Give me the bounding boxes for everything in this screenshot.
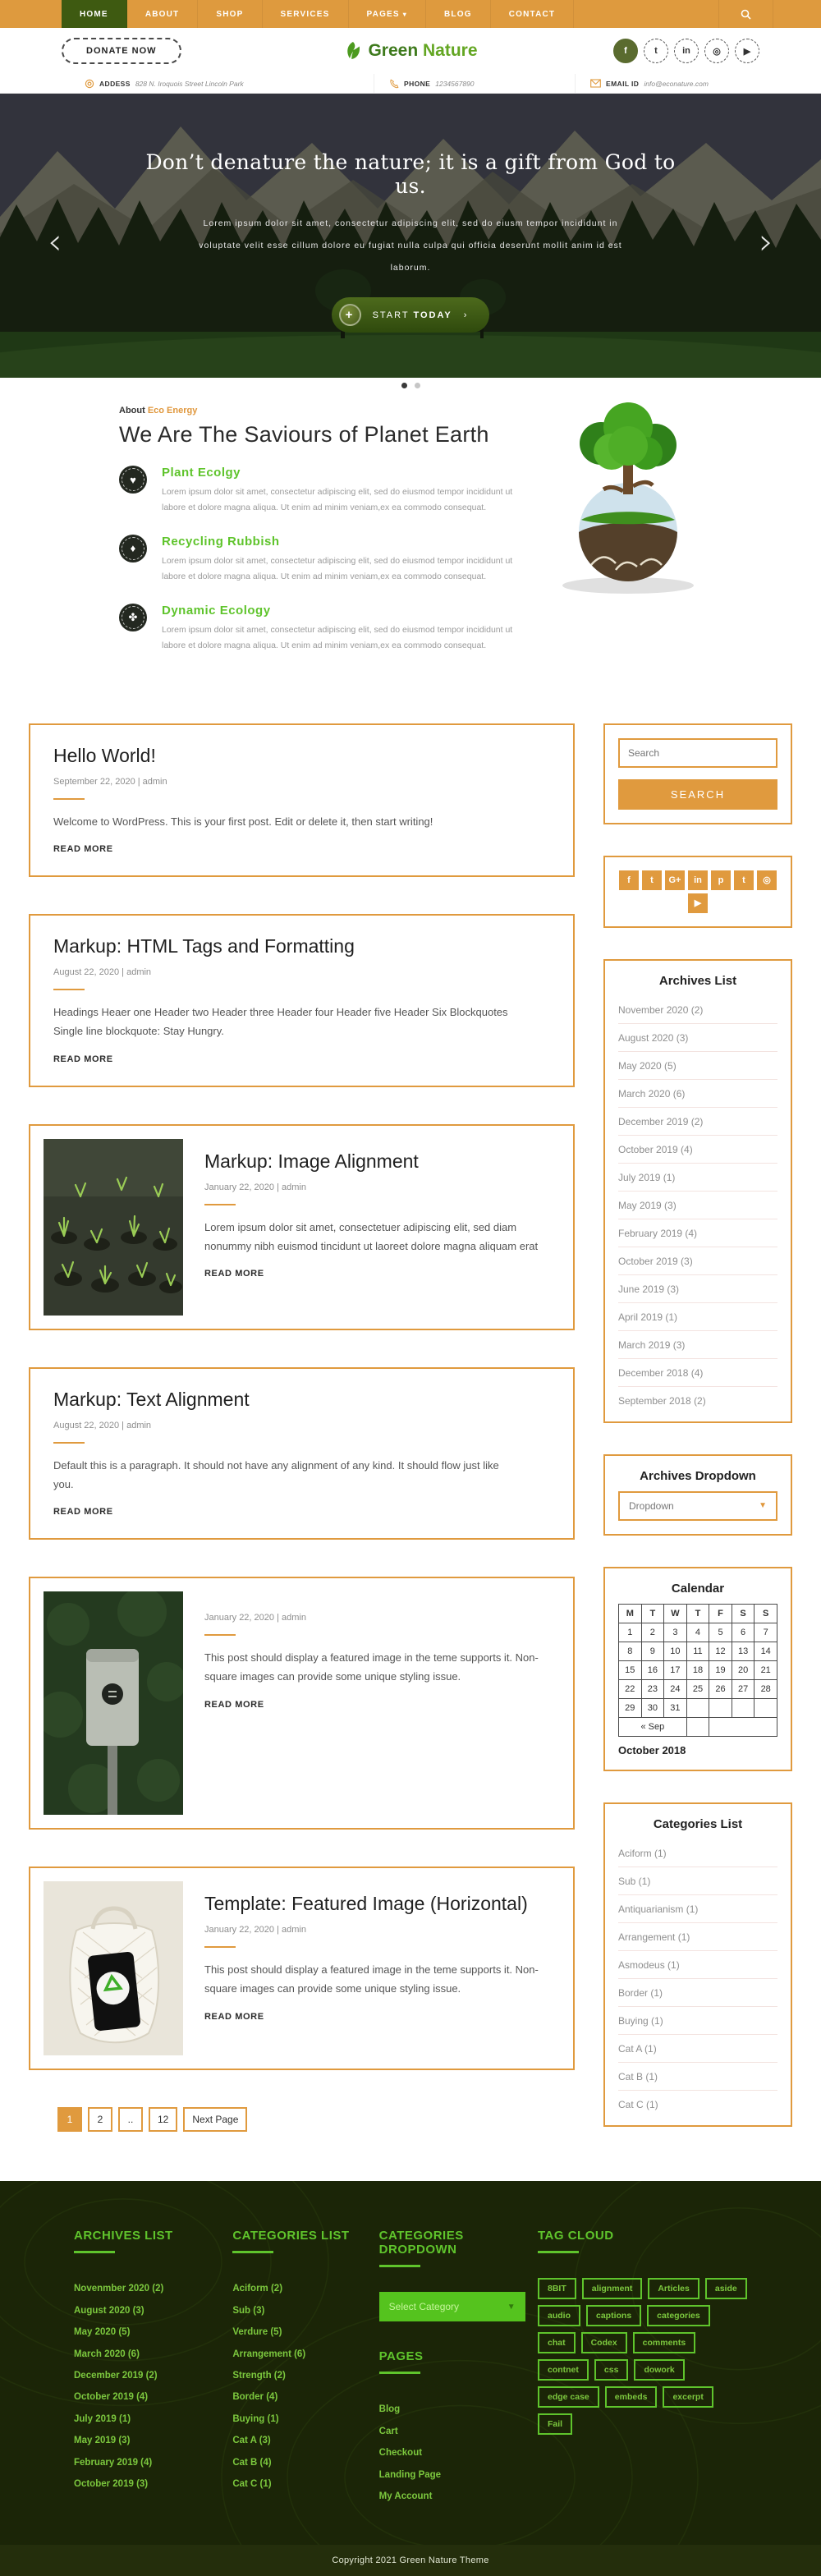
- post-excerpt: This post should display a featured image in the teme supports it. Non-square images can provide some unique styling issue.: [204, 1651, 539, 1683]
- calendar-day: 28: [754, 1679, 777, 1698]
- widget-title: Archives Dropdown: [640, 1468, 756, 1483]
- post-meta: September 22, 2020 | admin: [53, 776, 167, 787]
- about-kicker: About Eco Energy: [119, 406, 198, 416]
- footer-category-link[interactable]: Buying (1): [232, 2413, 279, 2424]
- page-button[interactable]: 2: [88, 2107, 112, 2132]
- plus-icon: +: [339, 304, 361, 326]
- archive-link[interactable]: March 2020 (6): [618, 1080, 777, 1108]
- category-link[interactable]: Asmodeus (1): [618, 1951, 777, 1979]
- tag-link[interactable]: categories: [647, 2305, 710, 2326]
- instagram-icon[interactable]: ◎: [757, 870, 777, 890]
- post-title[interactable]: Hello World!: [53, 744, 156, 766]
- email-info: EMAIL ID info@econature.com: [575, 74, 805, 93]
- blog-post-list: [29, 723, 575, 2175]
- calendar-weekday: M: [619, 1604, 642, 1623]
- about-section: [0, 393, 821, 676]
- footer-category-link[interactable]: Cat B (4): [232, 2457, 272, 2468]
- feature-plant-ecology: [119, 466, 530, 517]
- pagination: [29, 2107, 575, 2132]
- widget-title: Archives List: [658, 973, 737, 988]
- nav-shop[interactable]: SHOP: [198, 0, 262, 28]
- title-underline: [538, 2251, 579, 2253]
- site-footer: [0, 2181, 821, 2576]
- page-button[interactable]: 12: [149, 2107, 177, 2132]
- tag-link[interactable]: Articles: [648, 2278, 699, 2299]
- hero-heading: Don’t denature the nature; it is a gift from God to us.: [145, 149, 676, 198]
- calendar-weekday: F: [709, 1604, 732, 1623]
- post-card-html-tags: [29, 914, 575, 1087]
- archive-link[interactable]: October 2019 (4): [618, 1136, 777, 1164]
- tag-link[interactable]: excerpt: [663, 2386, 713, 2408]
- footer-category-link[interactable]: Cat C (1): [232, 2479, 272, 2490]
- read-more-link[interactable]: READ MORE: [53, 844, 113, 855]
- calendar-caption: October 2018: [618, 1743, 686, 1756]
- header-social-links: [478, 39, 759, 63]
- footer-column-title: CATEGORIES DROPDOWN: [378, 2229, 464, 2257]
- calendar-week-row: [619, 1698, 777, 1717]
- footer-archive-link[interactable]: March 2020 (6): [74, 2349, 140, 2359]
- archive-link[interactable]: July 2019 (1): [618, 1164, 777, 1192]
- facebook-icon[interactable]: f: [619, 870, 639, 890]
- social-widget: [603, 856, 792, 928]
- footer-tag-cloud-column: [538, 2229, 747, 2507]
- archive-link[interactable]: October 2019 (3): [618, 1247, 777, 1275]
- tag-link[interactable]: audio: [538, 2305, 580, 2326]
- mesh-bag-photo[interactable]: [44, 1881, 183, 2055]
- post-meta: January 22, 2020 | admin: [204, 1925, 306, 1935]
- leaf-icon: ✤: [119, 604, 147, 631]
- title-underline: [379, 2265, 420, 2267]
- tag-link[interactable]: Codex: [581, 2332, 627, 2353]
- select-category-dropdown[interactable]: Select Category ▼: [379, 2292, 525, 2321]
- calendar-day: 9: [641, 1642, 664, 1660]
- post-title[interactable]: Markup: HTML Tags and Formatting: [53, 935, 355, 957]
- calendar-day: 27: [732, 1679, 754, 1698]
- tag-link[interactable]: comments: [633, 2332, 696, 2353]
- post-title[interactable]: Markup: Text Alignment: [53, 1388, 250, 1410]
- calendar-day: 29: [619, 1698, 642, 1717]
- nav-home[interactable]: HOME: [62, 0, 127, 28]
- chevron-down-icon: ▾: [402, 10, 408, 18]
- chevron-down-icon: ▼: [759, 1501, 767, 1511]
- footer-archive-link[interactable]: Novenmber 2020 (2): [74, 2284, 164, 2294]
- footer-archive-link[interactable]: October 2019 (3): [74, 2479, 149, 2490]
- linkedin-icon[interactable]: in: [674, 39, 699, 63]
- calendar-table: [618, 1604, 777, 1737]
- nav-pages[interactable]: PAGES ▾: [349, 0, 427, 28]
- calendar-empty-cell: [709, 1717, 777, 1736]
- feature-text: Lorem ipsum dolor sit amet, consectetur adipiscing elit, sed do eiusmod tempor incididunt ut labore et dolore magna aliqua. Ut enim ad minim veniam,ex ea commodo consequat.: [162, 555, 513, 582]
- calendar-week-row: [619, 1623, 777, 1642]
- calendar-prev-month-link[interactable]: « Sep: [619, 1717, 687, 1736]
- read-more-link[interactable]: READ MORE: [53, 1054, 113, 1064]
- calendar-weekday: T: [641, 1604, 664, 1623]
- calendar-week-row: [619, 1642, 777, 1660]
- widget-title: Categories List: [653, 1816, 743, 1831]
- slider-dot[interactable]: [415, 383, 420, 388]
- footer-archive-link[interactable]: July 2019 (1): [74, 2413, 131, 2424]
- tag-link[interactable]: chat: [538, 2332, 576, 2353]
- footer-column-title: TAG CLOUD: [537, 2229, 614, 2243]
- calendar-day: 23: [641, 1679, 664, 1698]
- footer-archives-column: [74, 2229, 226, 2507]
- nav-blog[interactable]: BLOG: [426, 0, 491, 28]
- calendar-weekday: S: [732, 1604, 754, 1623]
- read-more-link[interactable]: READ MORE: [53, 1507, 113, 1518]
- post-excerpt: Welcome to WordPress. This is your first post. Edit or delete it, then start writing!: [53, 815, 433, 828]
- tag-link[interactable]: aside: [705, 2278, 747, 2299]
- tag-link[interactable]: 8BIT: [538, 2278, 576, 2299]
- footer-page-link[interactable]: Landing Page: [378, 2469, 442, 2480]
- arrow-right-icon: ›: [463, 310, 469, 320]
- nav-services[interactable]: SERVICES: [263, 0, 349, 28]
- read-more-link[interactable]: READ MORE: [204, 2011, 264, 2022]
- calendar-day: 30: [641, 1698, 664, 1717]
- feature-title: Recycling Rubbish: [162, 534, 280, 549]
- search-button[interactable]: SEARCH: [618, 779, 777, 810]
- calendar-weekday: W: [664, 1604, 687, 1623]
- contact-info-bar: [0, 74, 821, 94]
- location-pin-icon: [85, 79, 94, 89]
- feature-title: Dynamic Ecology: [162, 603, 271, 618]
- footer-category-link[interactable]: Border (4): [232, 2392, 278, 2403]
- calendar-day: 6: [732, 1623, 754, 1642]
- site-header: [0, 28, 821, 74]
- post-meta: August 22, 2020 | admin: [53, 1420, 152, 1430]
- footer-archive-link[interactable]: May 2019 (3): [74, 2436, 131, 2446]
- category-link[interactable]: Buying (1): [618, 2007, 777, 2035]
- donate-now-button[interactable]: DONATE NOW: [62, 38, 181, 64]
- nav-search-button[interactable]: [718, 0, 773, 28]
- youtube-icon[interactable]: ▶: [688, 893, 708, 913]
- leaf-logo-icon: [343, 41, 363, 61]
- calendar-day: [754, 1698, 777, 1717]
- category-link[interactable]: Aciform (1): [618, 1839, 777, 1867]
- calendar-day: 17: [664, 1660, 687, 1679]
- footer-page-link[interactable]: My Account: [378, 2491, 433, 2502]
- footer-archive-link[interactable]: October 2019 (4): [74, 2392, 149, 2403]
- page-button[interactable]: 1: [57, 2107, 82, 2132]
- calendar-widget: [603, 1567, 792, 1771]
- calendar-day: 8: [619, 1642, 642, 1660]
- post-meta: August 22, 2020 | admin: [53, 967, 152, 978]
- page-button[interactable]: Next Page: [183, 2107, 247, 2132]
- pinterest-icon[interactable]: p: [711, 870, 731, 890]
- post-card-image-alignment: [29, 1124, 575, 1330]
- calendar-day: 14: [754, 1642, 777, 1660]
- footer-page-link[interactable]: Checkout: [378, 2448, 423, 2459]
- title-underline: [379, 2372, 420, 2374]
- copyright-bar: Copyright 2021 Green Nature Theme: [0, 2545, 821, 2576]
- calendar-day: 18: [686, 1660, 709, 1679]
- calendar-day: 1: [619, 1623, 642, 1642]
- archives-list-widget: [603, 959, 792, 1423]
- calendar-day: 13: [732, 1642, 754, 1660]
- footer-categories-column: [232, 2229, 372, 2507]
- footer-dropdown-pages-column: [379, 2229, 531, 2507]
- calendar-week-row: [619, 1679, 777, 1698]
- footer-category-link[interactable]: Arrangement (6): [232, 2349, 306, 2359]
- archive-link[interactable]: March 2019 (3): [618, 1331, 777, 1359]
- page-button[interactable]: ..: [118, 2107, 143, 2132]
- calendar-weekday: S: [754, 1604, 777, 1623]
- google-plus-icon[interactable]: G+: [665, 870, 685, 890]
- search-icon: [741, 9, 751, 20]
- feature-text: Lorem ipsum dolor sit amet, consectetur adipiscing elit, sed do eiusmod tempor incididunt ut labore et dolore magna aliqua. Ut enim ad minim veniam,ex ea commodo consequat.: [162, 624, 513, 651]
- phone-info: PHONE 1234567890: [374, 74, 575, 93]
- accent-divider: [204, 1634, 236, 1636]
- accent-divider: [53, 798, 85, 800]
- tag-link[interactable]: captions: [586, 2305, 641, 2326]
- calendar-day: 5: [709, 1623, 732, 1642]
- tag-link[interactable]: dowork: [634, 2359, 684, 2381]
- footer-category-link[interactable]: Verdure (5): [232, 2327, 282, 2338]
- calendar-day: 16: [641, 1660, 664, 1679]
- tree-globe-image: [525, 401, 731, 598]
- calendar-day: 15: [619, 1660, 642, 1679]
- chevron-down-icon: ▼: [507, 2302, 516, 2312]
- read-more-link[interactable]: READ MORE: [204, 1699, 264, 1710]
- post-excerpt: Headings Heaer one Header two Header three Header four Header five Header Six Blockquotes Single line blockquote: Stay Hungry.: [53, 1006, 508, 1038]
- category-link[interactable]: Cat B (1): [618, 2063, 777, 2091]
- post-excerpt: Lorem ipsum dolor sit amet, consectetuer adipiscing elit, sed diam nonummy nibh euismod tincidunt ut laoreet dolore magna aliquam erat: [204, 1220, 539, 1252]
- hero-subtext: Lorem ipsum dolor sit amet, consectetur adipiscing elit, sed do eiusm tempor incididunt in voluptate velit esse cillum dolore eu fugiat nulla culpa qui officia deserunt mollit anim id est laborum.: [199, 218, 622, 273]
- calendar-day: 10: [664, 1642, 687, 1660]
- category-link[interactable]: Sub (1): [618, 1867, 777, 1895]
- envelope-icon: [590, 79, 601, 88]
- tag-link[interactable]: contnet: [538, 2359, 589, 2381]
- widget-title: Calendar: [671, 1581, 725, 1596]
- accent-divider: [204, 1204, 236, 1205]
- post-card-featured-vertical: [29, 1577, 575, 1830]
- calendar-weekday: T: [686, 1604, 709, 1623]
- post-card-text-alignment: [29, 1367, 575, 1541]
- post-meta: January 22, 2020 | admin: [204, 1182, 306, 1192]
- tumblr-icon[interactable]: t: [734, 870, 754, 890]
- facebook-icon[interactable]: f: [613, 39, 638, 63]
- sidebar: [603, 723, 792, 2158]
- archives-dropdown-select[interactable]: Dropdown ▼: [618, 1491, 777, 1521]
- archive-link[interactable]: August 2020 (3): [618, 1024, 777, 1052]
- calendar-day: 20: [732, 1660, 754, 1679]
- footer-category-link[interactable]: Aciform (2): [232, 2284, 283, 2294]
- calendar-day: 4: [686, 1623, 709, 1642]
- read-more-link[interactable]: READ MORE: [204, 1269, 264, 1279]
- trash-bin-photo[interactable]: [44, 1591, 183, 1815]
- feature-text: Lorem ipsum dolor sit amet, consectetur adipiscing elit, sed do eiusmod tempor incididunt ut labore et dolore magna aliqua. Ut enim ad minim veniam,ex ea commodo consequat.: [162, 487, 513, 513]
- feature-recycling-rubbish: [119, 535, 530, 585]
- calendar-day: [686, 1698, 709, 1717]
- calendar-day: 25: [686, 1679, 709, 1698]
- hero-slider: [0, 94, 821, 378]
- calendar-day: 3: [664, 1623, 687, 1642]
- linkedin-icon[interactable]: in: [688, 870, 708, 890]
- search-input[interactable]: [618, 738, 777, 768]
- accent-divider: [53, 989, 85, 990]
- calendar-day: 7: [754, 1623, 777, 1642]
- footer-category-link[interactable]: Sub (3): [232, 2305, 265, 2316]
- post-excerpt: This post should display a featured image in the teme supports it. Non-square images can provide some unique styling issue.: [204, 1963, 539, 1995]
- nav-about[interactable]: ABOUT: [127, 0, 199, 28]
- calendar-day: [732, 1698, 754, 1717]
- footer-column-title: CATEGORIES LIST: [232, 2229, 350, 2243]
- title-underline: [232, 2251, 273, 2253]
- archive-link[interactable]: February 2019 (4): [618, 1219, 777, 1247]
- heart-icon: ♥: [119, 466, 147, 494]
- archive-link[interactable]: December 2019 (2): [618, 1108, 777, 1136]
- category-link[interactable]: Cat C (1): [618, 2098, 658, 2110]
- logo-text-nature: Nature: [423, 41, 478, 60]
- main-nav: [62, 0, 574, 28]
- category-link[interactable]: Cat A (1): [618, 2035, 777, 2063]
- diamond-icon: ♦: [119, 535, 147, 562]
- category-link[interactable]: Border (1): [618, 1979, 777, 2007]
- slider-dot-active[interactable]: [401, 383, 407, 388]
- tag-link[interactable]: css: [594, 2359, 629, 2381]
- footer-archive-link[interactable]: February 2019 (4): [74, 2457, 153, 2468]
- start-today-button[interactable]: + START TODAY ›: [332, 297, 490, 333]
- tag-link[interactable]: embeds: [605, 2386, 658, 2408]
- calendar-day: 26: [709, 1679, 732, 1698]
- twitter-icon[interactable]: t: [644, 39, 668, 63]
- slider-prev-arrow[interactable]: ‹: [48, 221, 62, 264]
- footer-column-title: PAGES: [378, 2349, 424, 2364]
- instagram-icon[interactable]: ◎: [704, 39, 729, 63]
- calendar-day: 2: [641, 1623, 664, 1642]
- footer-category-link[interactable]: Cat A (3): [232, 2436, 271, 2446]
- footer-archive-link[interactable]: May 2020 (5): [74, 2327, 131, 2338]
- accent-divider: [204, 1946, 236, 1948]
- tag-link[interactable]: alignment: [582, 2278, 643, 2299]
- slider-dots: [0, 378, 821, 393]
- feature-title: Plant Ecolgy: [162, 466, 241, 480]
- calendar-empty-cell: [686, 1717, 709, 1736]
- post-card-hello-world: [29, 723, 575, 878]
- calendar-day: [709, 1698, 732, 1717]
- archives-dropdown-widget: [603, 1454, 792, 1536]
- post-title[interactable]: Markup: Image Alignment: [204, 1150, 419, 1172]
- archive-link[interactable]: November 2020 (2): [618, 996, 777, 1024]
- archive-link[interactable]: September 2018 (2): [618, 1394, 706, 1407]
- post-card-featured-horizontal: [29, 1867, 575, 2070]
- slider-next-arrow[interactable]: ›: [759, 221, 773, 264]
- calendar-day: 21: [754, 1660, 777, 1679]
- footer-archive-link[interactable]: August 2020 (3): [74, 2305, 144, 2316]
- footer-page-link[interactable]: Blog: [378, 2404, 401, 2415]
- footer-category-link[interactable]: Strength (2): [232, 2371, 286, 2381]
- footer-column-title: ARCHIVES LIST: [74, 2229, 173, 2243]
- categories-list-widget: [603, 1802, 792, 2127]
- accent-divider: [53, 1442, 85, 1444]
- logo-text-green: Green: [368, 41, 419, 60]
- footer-archive-link[interactable]: December 2019 (2): [74, 2371, 158, 2381]
- top-navbar: [0, 0, 821, 28]
- calendar-day: 12: [709, 1642, 732, 1660]
- post-excerpt: Default this is a paragraph. It should not have any alignment of any kind. It should flow just like you.: [53, 1458, 499, 1490]
- calendar-day: 19: [709, 1660, 732, 1679]
- feature-dynamic-ecology: [119, 604, 530, 654]
- title-underline: [74, 2251, 115, 2253]
- archive-link[interactable]: May 2019 (3): [618, 1192, 777, 1219]
- post-meta: January 22, 2020 | admin: [204, 1613, 306, 1623]
- footer-page-link[interactable]: Cart: [378, 2426, 398, 2436]
- calendar-day: 11: [686, 1642, 709, 1660]
- calendar-day: 22: [619, 1679, 642, 1698]
- seedlings-photo[interactable]: [44, 1139, 183, 1316]
- category-link[interactable]: Antiquarianism (1): [618, 1895, 777, 1923]
- twitter-icon[interactable]: t: [642, 870, 662, 890]
- calendar-day: 31: [664, 1698, 687, 1717]
- archive-link[interactable]: June 2019 (3): [618, 1275, 777, 1303]
- nav-contact[interactable]: CONTACT: [491, 0, 575, 28]
- calendar-day: 24: [664, 1679, 687, 1698]
- tag-link[interactable]: Fail: [538, 2413, 572, 2435]
- search-widget: [603, 723, 792, 824]
- archive-link[interactable]: May 2020 (5): [618, 1052, 777, 1080]
- address-info: ADDESS 828 N. Iroquois Street Lincoln Park: [70, 74, 374, 93]
- about-title: We Are The Saviours of Planet Earth: [119, 422, 489, 447]
- category-link[interactable]: Arrangement (1): [618, 1923, 777, 1951]
- calendar-week-row: [619, 1660, 777, 1679]
- youtube-icon[interactable]: ▶: [735, 39, 759, 63]
- archive-link[interactable]: April 2019 (1): [618, 1303, 777, 1331]
- tag-link[interactable]: edge case: [538, 2386, 599, 2408]
- archive-link[interactable]: December 2018 (4): [618, 1359, 777, 1387]
- post-title[interactable]: Template: Featured Image (Horizontal): [204, 1893, 528, 1915]
- site-logo[interactable]: [343, 41, 477, 61]
- phone-icon: [389, 79, 399, 89]
